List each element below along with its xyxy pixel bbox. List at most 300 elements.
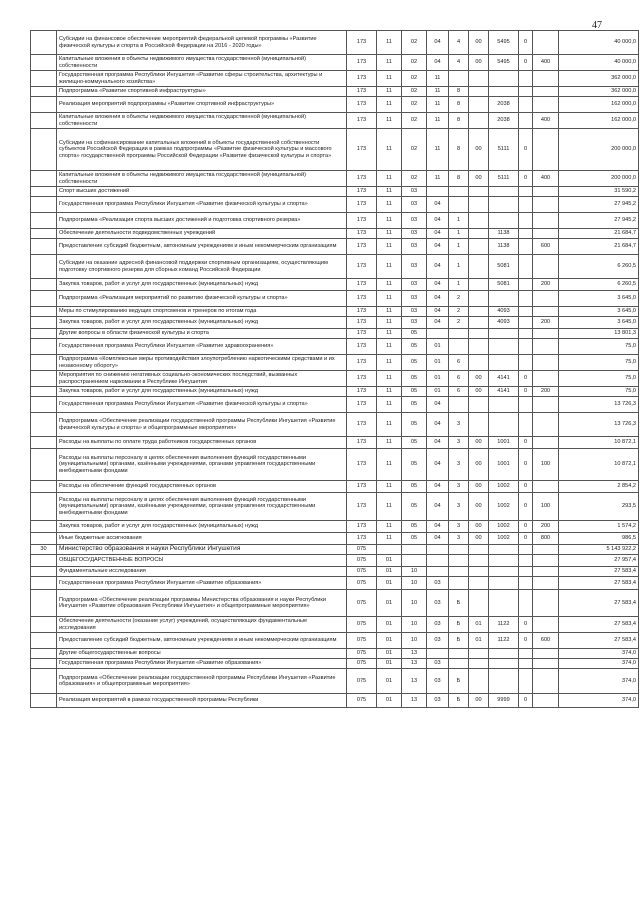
target-direction-code [489,659,519,669]
target-direction-code: 1122 [489,633,519,649]
target-subprogram-code [449,329,469,339]
target-program-code: 04 [427,307,449,317]
department-code: 173 [347,187,377,197]
target-direction-code [489,577,519,590]
expense-name: Обеспечение деятельности подведомственных учреждений [57,229,347,239]
target-program-code: 04 [427,291,449,307]
section-code: 11 [377,229,402,239]
target-program-code: 04 [427,521,449,533]
target-direction-code: 4093 [489,317,519,329]
expense-name: Субсидии на оказание адресной финансовой поддержки спортивным организациям, осуществляющим подготовку спортивного резерва для сборных команд Российской Федерации [57,255,347,279]
target-program-code: 03 [427,590,449,617]
table-row [31,171,639,187]
target-activity-code [469,590,489,617]
table-row [31,129,639,171]
target-program-code [427,649,449,659]
target-suffix-code [519,255,533,279]
target-program-code: 04 [427,229,449,239]
target-program-code: 01 [427,355,449,371]
target-suffix-code: 0 [519,694,533,708]
expense-name: Предоставление субсидий бюджетным, автономным учреждениям и иным некоммерческим организациям [57,633,347,649]
subsection-code: 05 [402,397,427,413]
target-direction-code: 1138 [489,229,519,239]
expense-type-code [533,255,559,279]
row-number [31,533,57,545]
department-code: 173 [347,317,377,329]
subsection-code: 05 [402,521,427,533]
target-subprogram-code: 2 [449,291,469,307]
row-number [31,493,57,521]
expense-name: Государственная программа Республики Ингушетия «Развитие сферы строительства, архитектуры и жилищно-коммунального хозяйства» [57,71,347,87]
target-subprogram-code: 1 [449,279,469,291]
table-row [31,239,639,255]
target-activity-code: 00 [469,371,489,387]
section-code: 01 [377,617,402,633]
target-suffix-code [519,229,533,239]
target-direction-code: 4141 [489,387,519,397]
target-activity-code [469,669,489,694]
target-program-code: 03 [427,617,449,633]
section-code: 11 [377,355,402,371]
target-activity-code: 00 [469,55,489,71]
target-suffix-code [519,659,533,669]
amount: 2 854,2 [559,481,639,493]
department-code: 075 [347,694,377,708]
target-suffix-code: 0 [519,449,533,481]
target-subprogram-code: 3 [449,437,469,449]
target-suffix-code [519,567,533,577]
target-program-code [427,329,449,339]
department-code: 173 [347,329,377,339]
expense-type-code [533,545,559,555]
row-number [31,659,57,669]
target-direction-code: 9999 [489,694,519,708]
target-activity-code [469,229,489,239]
amount: 27 945,2 [559,197,639,213]
target-direction-code [489,413,519,437]
row-number [31,577,57,590]
target-suffix-code [519,187,533,197]
expense-name: Иные бюджетные ассигнования [57,533,347,545]
target-subprogram-code: 8 [449,113,469,129]
target-subprogram-code [449,545,469,555]
target-suffix-code [519,87,533,97]
target-direction-code: 1002 [489,481,519,493]
target-activity-code: 00 [469,129,489,171]
section-code: 11 [377,129,402,171]
target-activity-code: 00 [469,694,489,708]
target-program-code: 04 [427,317,449,329]
target-direction-code: 5081 [489,255,519,279]
target-direction-code [489,71,519,87]
amount: 3 645,0 [559,291,639,307]
expense-type-code [533,590,559,617]
section-code: 11 [377,197,402,213]
amount: 75,0 [559,387,639,397]
amount: 40 000,0 [559,55,639,71]
target-activity-code: 01 [469,617,489,633]
target-suffix-code [519,649,533,659]
table-row [31,229,639,239]
expense-name: Другие общегосударственные вопросы [57,649,347,659]
target-program-code: 04 [427,533,449,545]
department-code: 075 [347,555,377,567]
expense-type-code [533,617,559,633]
amount: 40 000,0 [559,31,639,55]
target-subprogram-code: 1 [449,239,469,255]
target-activity-code [469,71,489,87]
target-program-code: 03 [427,694,449,708]
target-direction-code: 1002 [489,493,519,521]
target-program-code: 01 [427,371,449,387]
target-subprogram-code: 8 [449,97,469,113]
target-direction-code [489,187,519,197]
target-subprogram-code: 4 [449,55,469,71]
table-row [31,567,639,577]
table-row [31,317,639,329]
target-subprogram-code: 1 [449,255,469,279]
target-activity-code: 00 [469,449,489,481]
row-number [31,567,57,577]
target-suffix-code [519,113,533,129]
section-code: 01 [377,659,402,669]
row-number [31,213,57,229]
amount: 27 583,4 [559,617,639,633]
target-subprogram-code [449,659,469,669]
row-number [31,307,57,317]
target-activity-code: 00 [469,437,489,449]
row-number [31,187,57,197]
subsection-code: 10 [402,590,427,617]
expense-name: Подпрограмма «Обеспечение реализации государственной программы Республики Ингушетия «Развитие образования» и общепрограммные мероприятия» [57,669,347,694]
target-suffix-code [519,669,533,694]
target-direction-code [489,545,519,555]
amount: 1 574,2 [559,521,639,533]
expense-type-code [533,694,559,708]
expense-name: Капитальные вложения в объекты недвижимого имущества государственной (муниципальной) собственности [57,55,347,71]
subsection-code: 02 [402,97,427,113]
row-number [31,279,57,291]
page-number: 47 [592,20,602,31]
department-code: 173 [347,449,377,481]
section-code: 11 [377,31,402,55]
expense-name: Государственная программа Республики Ингушетия «Развитие образования» [57,577,347,590]
expense-type-code [533,659,559,669]
section-code: 11 [377,97,402,113]
subsection-code: 10 [402,567,427,577]
row-number [31,481,57,493]
target-subprogram-code: Б [449,633,469,649]
department-code: 075 [347,545,377,555]
row-number [31,31,57,55]
section-code: 11 [377,213,402,229]
expense-type-code [533,197,559,213]
target-suffix-code: 0 [519,387,533,397]
target-program-code: 11 [427,171,449,187]
section-code: 11 [377,187,402,197]
target-suffix-code [519,545,533,555]
department-code: 173 [347,533,377,545]
expense-name: Закупка товаров, работ и услуг для государственных (муниципальных) нужд [57,317,347,329]
department-code: 173 [347,397,377,413]
subsection-code: 05 [402,437,427,449]
expense-type-code: 400 [533,113,559,129]
amount: 21 684,7 [559,239,639,255]
target-suffix-code: 0 [519,129,533,171]
expense-name: Государственная программа Республики Ингушетия «Развитие образования» [57,659,347,669]
target-activity-code: 00 [469,533,489,545]
row-number [31,437,57,449]
target-direction-code [489,555,519,567]
target-subprogram-code [449,577,469,590]
subsection-code: 05 [402,533,427,545]
expense-type-code [533,555,559,567]
table-row [31,197,639,213]
table-row [31,279,639,291]
expense-type-code [533,87,559,97]
department-code: 173 [347,493,377,521]
row-number [31,71,57,87]
target-activity-code [469,649,489,659]
target-program-code [427,567,449,577]
target-activity-code [469,567,489,577]
table-row [31,669,639,694]
table-row [31,493,639,521]
department-code: 075 [347,659,377,669]
department-code: 173 [347,87,377,97]
target-program-code: 04 [427,197,449,213]
target-program-code: 04 [427,279,449,291]
expense-name: Предоставление субсидий бюджетным, автономным учреждениям и иным некоммерческим организациям [57,239,347,255]
table-row [31,633,639,649]
amount: 75,0 [559,355,639,371]
target-subprogram-code [449,555,469,567]
target-direction-code [489,590,519,617]
target-activity-code [469,413,489,437]
section-code: 11 [377,307,402,317]
section-code: 11 [377,413,402,437]
target-activity-code [469,279,489,291]
subsection-code: 03 [402,291,427,307]
table-row [31,413,639,437]
row-number [31,97,57,113]
target-activity-code [469,113,489,129]
subsection-code: 05 [402,355,427,371]
section-code: 11 [377,339,402,355]
row-number [31,449,57,481]
target-activity-code: 00 [469,481,489,493]
row-number [31,633,57,649]
section-code: 11 [377,387,402,397]
amount: 6 260,5 [559,255,639,279]
department-code: 173 [347,229,377,239]
row-number [31,617,57,633]
section-code: 11 [377,291,402,307]
expense-name: Государственная программа Республики Ингушетия «Развитие физической культуры и спорта» [57,197,347,213]
target-direction-code: 2038 [489,113,519,129]
target-subprogram-code: 4 [449,31,469,55]
subsection-code: 03 [402,213,427,229]
amount: 162 000,0 [559,97,639,113]
section-code: 01 [377,567,402,577]
amount: 21 684,7 [559,229,639,239]
expense-type-code [533,437,559,449]
amount: 362 000,0 [559,87,639,97]
subsection-code: 05 [402,387,427,397]
section-code: 11 [377,437,402,449]
target-program-code: 04 [427,213,449,229]
table-row [31,590,639,617]
target-direction-code: 1122 [489,617,519,633]
target-subprogram-code: Б [449,694,469,708]
expense-name: Расходы на обеспечение функций государственных органов [57,481,347,493]
section-code: 11 [377,255,402,279]
amount: 362 000,0 [559,71,639,87]
subsection-code: 10 [402,617,427,633]
target-activity-code [469,307,489,317]
section-code: 11 [377,55,402,71]
subsection-code: 05 [402,481,427,493]
table-row [31,649,639,659]
table-row [31,97,639,113]
section-code: 11 [377,317,402,329]
section-code: 01 [377,633,402,649]
section-code: 11 [377,521,402,533]
amount: 200 000,0 [559,171,639,187]
table-row [31,659,639,669]
row-number [31,87,57,97]
amount: 31 590,2 [559,187,639,197]
department-code: 075 [347,590,377,617]
amount: 374,0 [559,649,639,659]
subsection-code: 13 [402,669,427,694]
row-number [31,197,57,213]
department-code: 075 [347,649,377,659]
target-direction-code: 1138 [489,239,519,255]
row-number [31,113,57,129]
budget-table [30,30,639,708]
target-activity-code: 00 [469,521,489,533]
target-subprogram-code: 3 [449,521,469,533]
target-direction-code [489,291,519,307]
target-subprogram-code: 6 [449,371,469,387]
target-program-code: 11 [427,87,449,97]
expense-type-code [533,71,559,87]
row-number [31,317,57,329]
department-code: 173 [347,55,377,71]
target-direction-code: 5111 [489,129,519,171]
target-activity-code: 01 [469,633,489,649]
amount: 75,0 [559,371,639,387]
expense-name: Подпрограмма «Реализация спорта высших достижений и подготовка спортивного резерва» [57,213,347,229]
expense-name: ОБЩЕГОСУДАРСТВЕННЫЕ ВОПРОСЫ [57,555,347,567]
expense-type-code: 200 [533,387,559,397]
expense-type-code [533,129,559,171]
target-suffix-code [519,71,533,87]
expense-name: Обеспечение деятельности (оказание услуг) учреждений, осуществляющих фундаментальные исследования [57,617,347,633]
expense-name: Подпрограмма «Реализация мероприятий по развитию физической культуры и спорта» [57,291,347,307]
target-suffix-code [519,279,533,291]
expense-type-code: 200 [533,279,559,291]
target-direction-code [489,197,519,213]
target-direction-code: 5495 [489,55,519,71]
target-activity-code [469,397,489,413]
expense-name: Подпрограмма «Обеспечение реализации программы Министерства образования и науки Республики Ингушетия «Развитие образования Республики Ингушетия» и общепрограммные мероприятия» [57,590,347,617]
target-suffix-code [519,239,533,255]
department-code: 173 [347,97,377,113]
department-code: 173 [347,291,377,307]
target-direction-code: 1002 [489,521,519,533]
target-activity-code [469,545,489,555]
table-row [31,339,639,355]
department-code: 173 [347,521,377,533]
target-subprogram-code: 3 [449,413,469,437]
expense-type-code: 600 [533,633,559,649]
subsection-code: 05 [402,339,427,355]
table-row [31,113,639,129]
subsection-code: 03 [402,197,427,213]
amount: 13 726,3 [559,397,639,413]
row-number: 30 [31,545,57,555]
table-row [31,397,639,413]
subsection-code: 05 [402,413,427,437]
section-code: 11 [377,449,402,481]
subsection-code: 05 [402,449,427,481]
target-activity-code [469,213,489,229]
target-suffix-code [519,329,533,339]
subsection-code: 02 [402,171,427,187]
subsection-code: 13 [402,649,427,659]
subsection-code: 02 [402,31,427,55]
subsection-code: 02 [402,87,427,97]
expense-type-code: 400 [533,171,559,187]
table-row [31,371,639,387]
target-direction-code [489,213,519,229]
target-subprogram-code [449,71,469,87]
table-row [31,555,639,567]
target-program-code [427,545,449,555]
target-suffix-code [519,197,533,213]
target-activity-code [469,97,489,113]
department-code: 173 [347,339,377,355]
target-activity-code: 00 [469,493,489,521]
subsection-code: 02 [402,71,427,87]
target-activity-code [469,555,489,567]
target-suffix-code [519,307,533,317]
row-number [31,521,57,533]
target-suffix-code [519,339,533,355]
section-code: 11 [377,371,402,387]
target-suffix-code [519,317,533,329]
table-row [31,255,639,279]
section-code: 11 [377,533,402,545]
amount: 293,5 [559,493,639,521]
target-subprogram-code: 3 [449,449,469,481]
row-number [31,291,57,307]
target-subprogram-code: 2 [449,317,469,329]
expense-name: Государственная программа Республики Ингушетия «Развитие здравоохранения» [57,339,347,355]
table-row [31,449,639,481]
expense-name: Фундаментальные исследования [57,567,347,577]
section-code: 11 [377,493,402,521]
subsection-code: 03 [402,229,427,239]
target-suffix-code: 0 [519,533,533,545]
target-suffix-code [519,97,533,113]
target-program-code: 04 [427,255,449,279]
target-program-code: 01 [427,387,449,397]
section-code: 01 [377,669,402,694]
target-subprogram-code: Б [449,669,469,694]
